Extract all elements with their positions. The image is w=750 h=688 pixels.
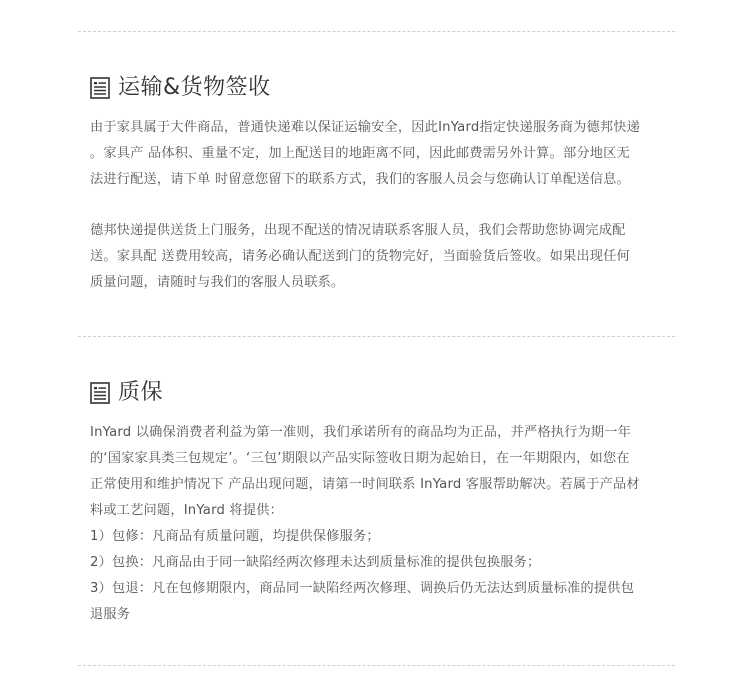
document-list-icon xyxy=(90,77,110,99)
text-line: 法进行配送，请下单 时留意您留下的联系方式，我们的客服人员会与您确认订单配送信息。 xyxy=(90,172,630,187)
top-divider xyxy=(78,31,675,32)
bottom-divider xyxy=(78,665,675,666)
document-list-icon xyxy=(90,382,110,404)
text-line: 正常使用和维护情况下 产品出现问题，请第一时间联系 InYard 客服帮助解决。若属于产品材 xyxy=(90,477,640,492)
text-line: 送。家具配 送费用较高，请务必确认配送到门的货物完好，当面验货后签收。如果出现任何 xyxy=(90,249,630,264)
section-title: 运输&货物签收 xyxy=(118,75,271,100)
text-line: 的‘国家家具类三包规定’。‘三包’期限以产品实际签收日期为起始日，在一年期限内，如您在 xyxy=(90,451,630,466)
section-title: 质保 xyxy=(118,380,164,405)
text-line: 德邦快递提供送货上门服务，出现不配送的情况请联系客服人员，我们会帮助您协调完成配 xyxy=(90,223,626,238)
warranty-paragraph xyxy=(90,420,665,628)
text-line: 退服务 xyxy=(90,607,131,622)
text-line: 3）包退：凡在包修期限内，商品同一缺陷经两次修理、调换后仍无法达到质量标准的提供包 xyxy=(90,581,635,596)
shipping-paragraph-2 xyxy=(90,218,665,296)
shipping-paragraph-1 xyxy=(90,115,665,193)
section-heading-shipping xyxy=(90,72,271,104)
text-line: InYard 以确保消费者利益为第一准则，我们承诺所有的商品均为正品，并严格执行为期一年 xyxy=(90,425,632,440)
text-line: 质量问题，请随时与我们的客服人员联系。 xyxy=(90,275,345,290)
text-line: 由于家具属于大件商品，普通快递难以保证运输安全，因此InYard指定快递服务商为德邦快递 xyxy=(90,120,641,135)
text-line: 。家具产 品体积、重量不定，加上配送目的地距离不同，因此邮费需另外计算。部分地区无 xyxy=(90,146,630,161)
text-line: 2）包换：凡商品由于同一缺陷经两次修理未达到质量标准的提供包换服务； xyxy=(90,555,541,570)
middle-divider xyxy=(78,336,675,337)
text-line: 料或工艺问题，InYard 将提供： xyxy=(90,503,283,518)
section-heading-warranty xyxy=(90,377,163,409)
text-line: 1）包修：凡商品有质量问题，均提供保修服务； xyxy=(90,529,380,544)
